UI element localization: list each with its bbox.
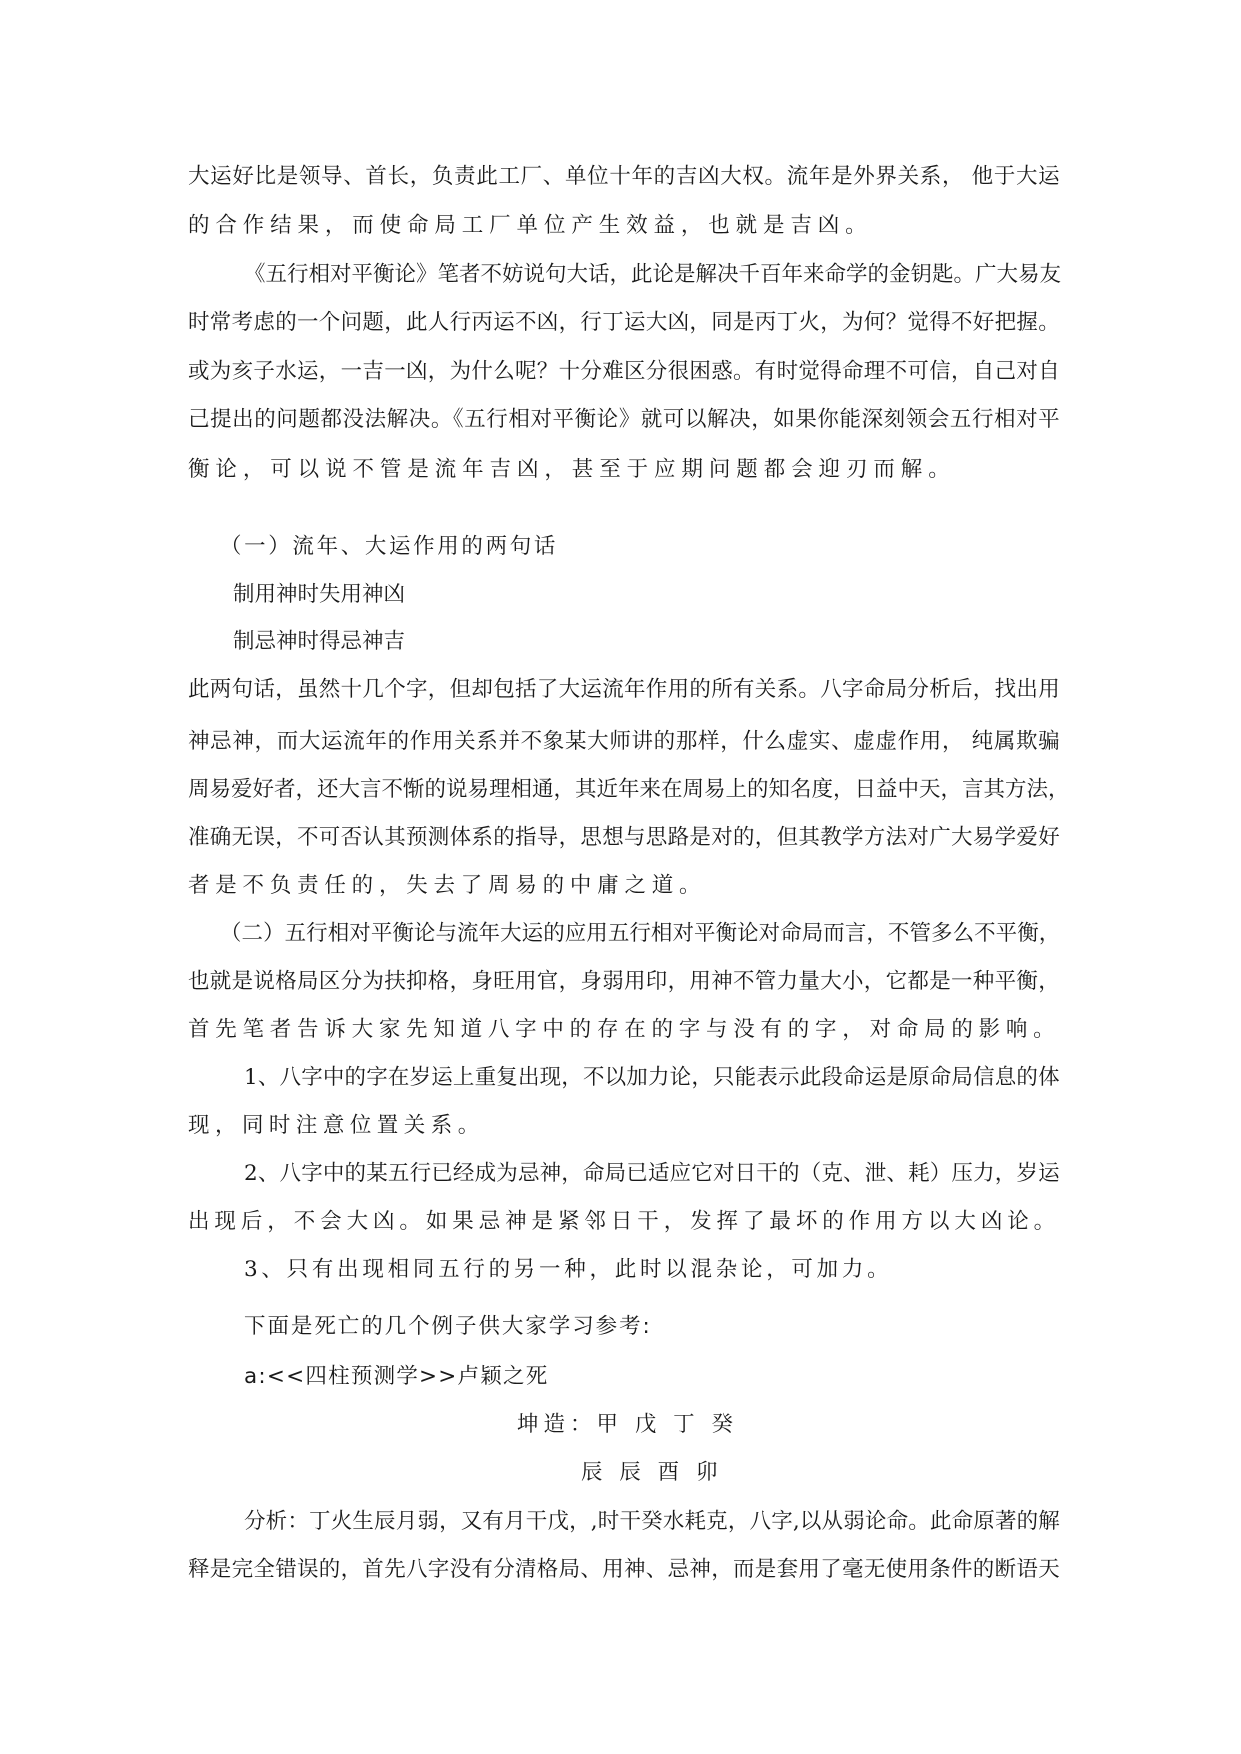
text-line: 释是完全错误的，首先八字没有分清格局、用神、忌神，而是套用了毫无使用条件的断语天 bbox=[188, 1557, 1061, 1582]
text-line: 也就是说格局区分为扶抑格，身旺用官，身弱用印，用神不管力量大小，它都是一种平衡， bbox=[188, 969, 1061, 994]
text-line: 首先笔者告诉大家先知道八字中的存在的字与没有的字，对命局的影响。 bbox=[188, 1017, 1061, 1042]
maxim-line: 制忌神时得忌神吉 bbox=[233, 629, 406, 654]
section-heading-paragraph: （二）五行相对平衡论与流年大运的应用五行相对平衡论对命局而言，不管多么不平衡， bbox=[220, 921, 1061, 946]
list-item: 1、八字中的字在岁运上重复出现，不以加力论，只能表示此段命运是原命局信息的体 bbox=[244, 1065, 1060, 1090]
text-line: 大运好比是领导、首长，负责此工厂、单位十年的吉凶大权。流年是外界关系， 他于大运 bbox=[188, 164, 1061, 189]
text-line: 神忌神，而大运流年的作用关系并不象某大师讲的那样，什么虚实、虚虚作用， 纯属欺骗 bbox=[188, 729, 1061, 754]
text-line: 的合作结果，而使命局工厂单位产生效益，也就是吉凶。 bbox=[188, 213, 873, 238]
analysis-line: 分析：丁火生辰月弱，又有月干戊，,时干癸水耗克，八字,以从弱论命。此命原著的解 bbox=[244, 1509, 1060, 1534]
examples-intro: 下面是死亡的几个例子供大家学习参考: bbox=[244, 1314, 652, 1339]
text-line: 准确无误，不可否认其预测体系的指导，思想与思路是对的，但其教学方法对广大易学爱好 bbox=[188, 825, 1061, 850]
maxim-line: 制用神时失用神凶 bbox=[233, 582, 406, 607]
bazi-chart-stems: 坤造：甲 戊 丁 癸 bbox=[517, 1412, 739, 1437]
text-line: 现，同时注意位置关系。 bbox=[188, 1113, 485, 1138]
list-item: 2、八字中的某五行已经成为忌神，命局已适应它对日干的（克、泄、耗）压力，岁运 bbox=[244, 1161, 1060, 1186]
text-line: 者是不负责任的，失去了周易的中庸之道。 bbox=[188, 873, 707, 898]
text-line: 出现后，不会大凶。如果忌神是紧邻日干，发挥了最坏的作用方以大凶论。 bbox=[188, 1209, 1061, 1234]
example-title: a:<<四柱预测学>>卢颖之死 bbox=[244, 1364, 549, 1389]
section-heading: （一）流年、大运作用的两句话 bbox=[220, 534, 559, 559]
text-line: 或为亥子水运，一吉一凶，为什么呢？十分难区分很困惑。有时觉得命理不可信，自己对自 bbox=[188, 359, 1061, 384]
text-line: 己提出的问题都没法解决。《五行相对平衡论》就可以解决，如果你能深刻领会五行相对平 bbox=[188, 407, 1061, 432]
text-line: 《五行相对平衡论》笔者不妨说句大话，此论是解决千百年来命学的金钥匙。广大易友 bbox=[244, 262, 1062, 287]
list-item: 3、只有出现相同五行的另一种，此时以混杂论，可加力。 bbox=[244, 1257, 893, 1282]
text-line: 衡论，可以说不管是流年吉凶，甚至于应期问题都会迎刃而解。 bbox=[188, 457, 956, 482]
text-line: 周易爱好者，还大言不惭的说易理相通，其近年来在周易上的知名度，日益中天，言其方法， bbox=[188, 777, 1070, 802]
text-line: 此两句话，虽然十几个字，但却包括了大运流年作用的所有关系。八字命局分析后，找出用 bbox=[188, 677, 1061, 702]
bazi-chart-branches: 辰 辰 酉 卯 bbox=[581, 1460, 723, 1485]
text-line: 时常考虑的一个问题，此人行丙运不凶，行丁运大凶，同是丙丁火，为何？觉得不好把握。 bbox=[188, 310, 1061, 335]
